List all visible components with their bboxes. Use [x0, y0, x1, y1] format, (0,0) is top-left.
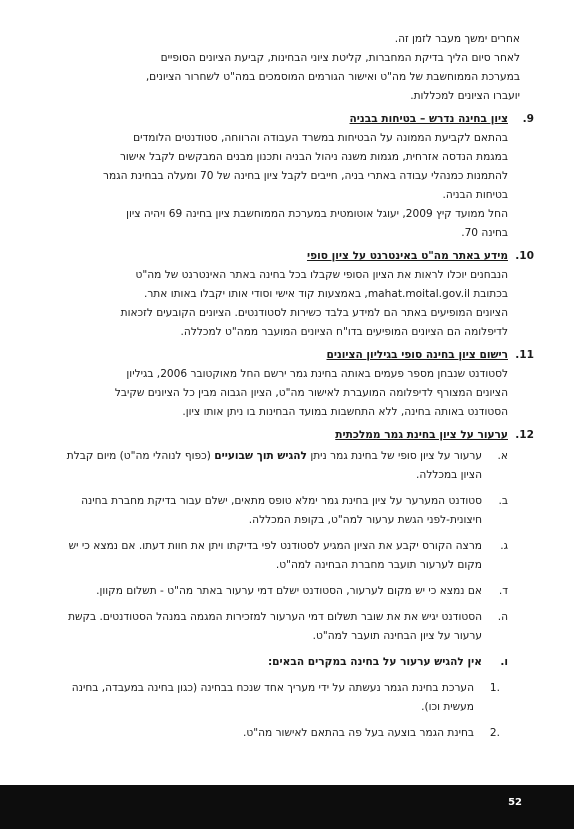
item-text-bold: להגיש תוך שבועיים	[214, 450, 307, 462]
section-number: .12	[515, 429, 534, 441]
section-number: .11	[515, 349, 534, 361]
list-item	[60, 492, 508, 530]
item-text: הסטודנט יגיש את את שובר תשלום דמי הערעור למזכירות המגמה במנהל הסטודנטים. בקשת ערעור על ציון הבחינה תועבר למה"ט.	[68, 611, 482, 642]
item-letter: א.	[497, 450, 508, 462]
section-title: ערעור על ציון בחינת גמר ממלכתית	[335, 429, 508, 441]
item-text-part: (כפוף לנוהלי מה"ט) מיום קבלת הציון במכללה.	[66, 450, 482, 481]
section-line: הסטודנט באותה בחינה, ללא התחשבות במועד הבחינות בו ניתן אותו ציון.	[182, 406, 508, 418]
section-line: בטיחות הבניה.	[442, 189, 508, 201]
item-text: אם נמצא כי יש מקום לערעור, הסטודנט ישלם דמי ערעור באתר מה"ט - תשלום מקוון.	[96, 585, 482, 597]
item-letter: ג.	[500, 540, 508, 552]
section-title: רישום ציון בחינה סופי בגיליון הציונים	[326, 349, 508, 361]
intro-paragraph	[60, 30, 534, 106]
appeal-list	[60, 447, 508, 672]
item-text: מרצה הקורס יקבע את הציון המגיע לסטודנט לפי בדיקתו ויתן את חוות דעתו. אם נמצא כי יש מקום לערעור תועבר מחברת הבחינה למה"ט.	[68, 540, 482, 571]
list-item	[60, 447, 508, 485]
item-text	[60, 447, 482, 485]
section-line: להתמנות כמנהלי עבודה באתרי בניה, חייבים לקבל ציון בחינה של 70 ומעלה בבחינת הגמר	[103, 170, 508, 182]
no-appeal-list	[60, 679, 508, 743]
section-line: לסטודנט שנבחן מספר פעמים באותה בחינת גמר ירשם החל מאוקטובר 2006, בגיליון	[126, 368, 508, 380]
list-item	[60, 679, 500, 717]
item-number: .1	[489, 682, 500, 694]
section-title: מידע באתר מה"ט באינטרנט על ציון סופי	[306, 250, 508, 262]
intro-line: לאחר סיום הליך בדיקת המחברות, קליטת ציוני הבחינות, קביעת הציונים הסופיים	[160, 52, 520, 64]
list-item	[60, 608, 508, 646]
item-text-part: ערעור על ציון סופי של בחינת גמר ניתן	[306, 450, 482, 462]
section-line: הנבחנים יוכלו לראות את הציון הסופי שקבלו בכל בחינה באתר האינטרנט של מה"ט	[135, 269, 508, 281]
footer-bar	[0, 785, 574, 829]
section-title: ציון בחינה נדרש – בטיחות בבניה	[349, 113, 508, 125]
section-11	[60, 346, 534, 422]
section-line: החל ממועד קיץ 2009, יעוגל אוטומטית במערכת הממוחשבת ציון בחינה 69 ויהיה ציון	[126, 208, 508, 220]
section-line: בהתאם לקביעת הממונה על הבטיחות במשרד העבודה והרווחה, סטודנטים הלומדים	[133, 132, 508, 144]
section-number: .9	[522, 113, 534, 125]
item-text: סטודנט המערער על ציון בחינת גמר ימלא טופס מתאים, ישלם עבור בדיקת מחברת בחינה חיצונית-לפני הגשת ערעור למה"ט, בקופת המכללה.	[81, 495, 482, 526]
section-number: .10	[515, 250, 534, 262]
list-item	[60, 582, 508, 601]
section-line: הציונים המופיעים באתר הם למידע בלבד כשירות לסטודנטים. הציונים הקובעים לזכאות	[120, 307, 508, 319]
item-text-bold: אין להגיש ערעור על בחינה במקרים הבאים:	[267, 656, 482, 668]
section-line: בכתובת mahat.moital.gov.il, באמצעות קוד אישי וסודי אותו יקבלו באותו אתר.	[143, 288, 508, 300]
section-line: הציונים המצורף לדיפלומה המועברת לאישור מה"ט, הציון הגבוה מבין כל הציונים שקיבל	[114, 387, 508, 399]
intro-line: יועברו הציונים למכללות.	[410, 90, 520, 102]
section-12	[60, 426, 534, 750]
list-item	[60, 653, 508, 672]
list-item	[60, 724, 500, 743]
section-line: לדיפלומה הם הציונים המופיעים בדו"ח הציונים המועבר ממה"ט למכללה.	[180, 326, 508, 338]
item-text: הערכת בחינת הגמר נעשתה על ידי מעריך אחד שנכח בבחינה (כגון בחינה במעבדה, בחינה מעשית וכו).	[71, 682, 474, 713]
section-line: במגמת הנדסה אזרחית, מגמות משנה ניהול הבניה ותכנון מבנים המבקשים לקבל אישור	[119, 151, 508, 163]
intro-line: אחרים ימשך מעבר לזמן זה.	[394, 33, 520, 45]
item-number: .2	[489, 727, 500, 739]
item-text: בחינת הגמר בוצעה בעל פה בהתאם לאישור מה"ט.	[242, 727, 474, 739]
item-letter: ו.	[500, 656, 508, 668]
section-10	[60, 247, 534, 342]
document-page	[60, 30, 534, 750]
list-item	[60, 537, 508, 575]
item-letter: ד.	[498, 585, 508, 597]
item-letter: ה.	[497, 611, 508, 623]
section-9	[60, 110, 534, 243]
page-number: 52	[508, 797, 522, 808]
item-letter: ב.	[498, 495, 508, 507]
section-line: בחינה 70.	[461, 227, 508, 239]
intro-line: במערכת הממוחשבת של מה"ט ואישור הגורמים המוסמכים במה"ט לשחרור הציונים,	[145, 71, 520, 83]
